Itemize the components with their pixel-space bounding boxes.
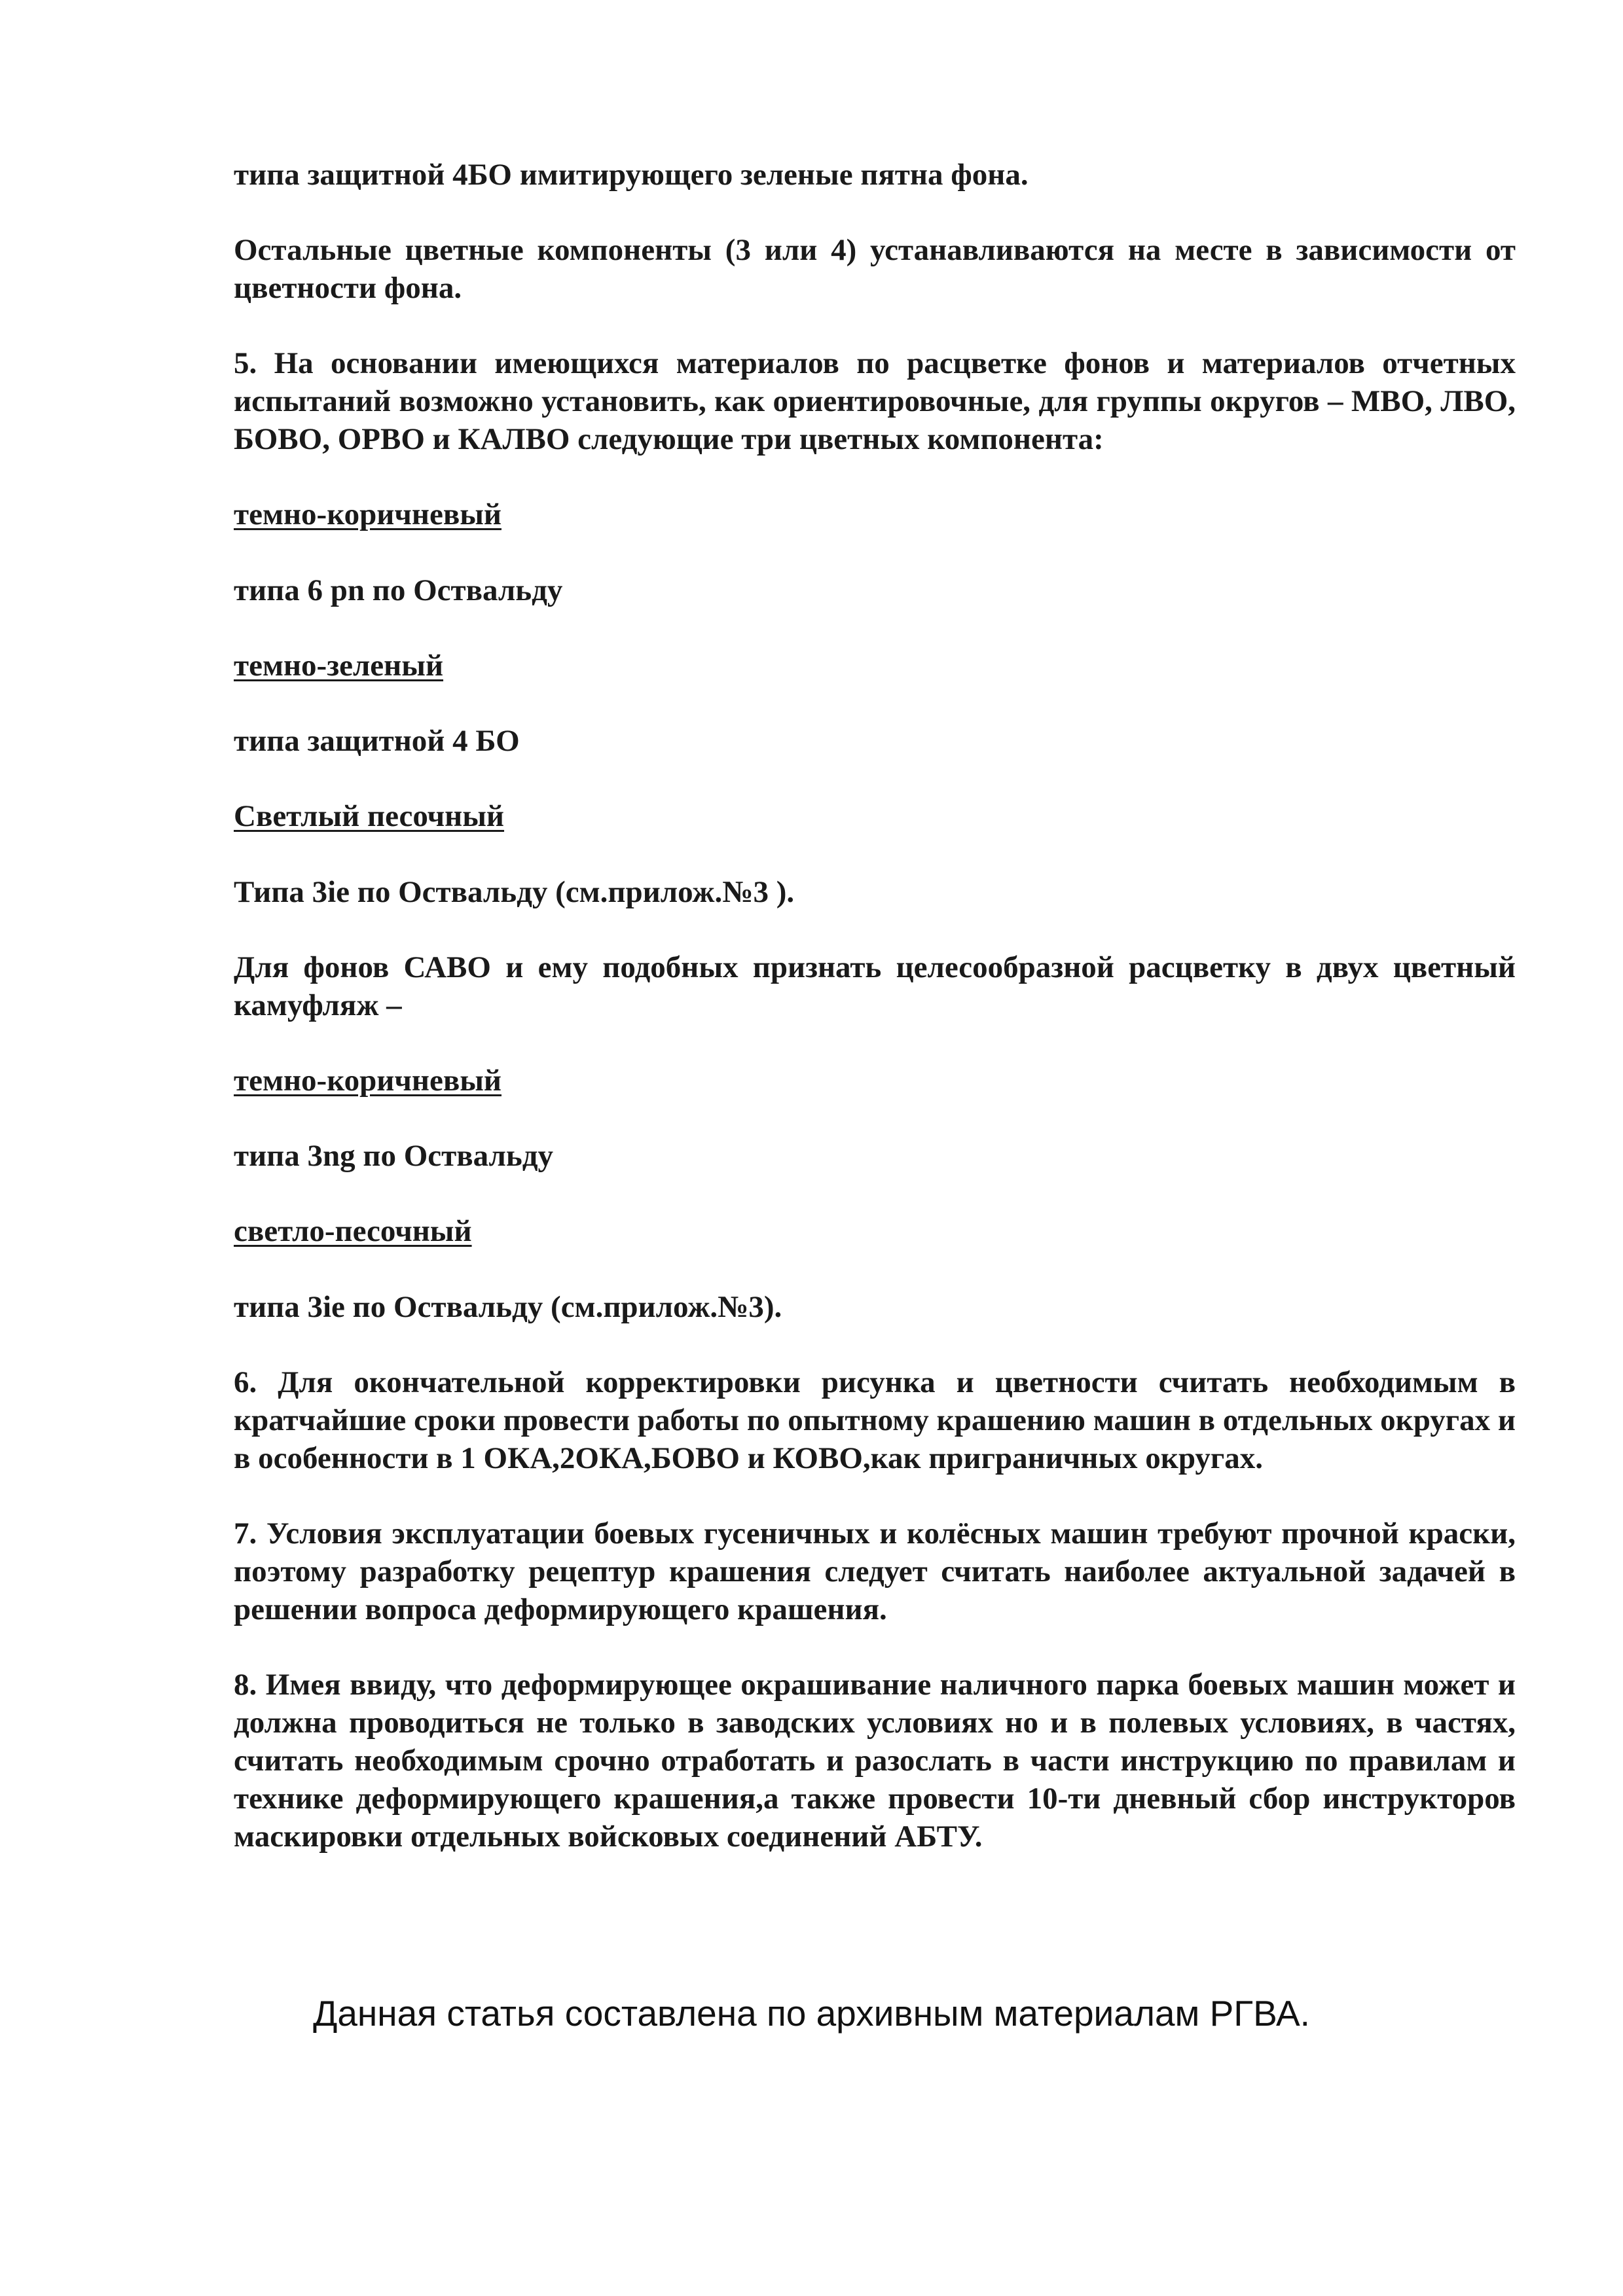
- paragraph-7: 7. Условия эксплуатации боевых гусеничных и колёсных машин требуют прочной краски, поэтому разработку рецептур крашения следует считать наиболее актуальной задачей в решении вопроса деформирующего крашения.: [234, 1516, 1516, 1626]
- color-heading-dark-brown: темно-коричневый: [234, 497, 501, 531]
- color-desc-3ng: типа 3ng по Оствальду: [234, 1139, 554, 1173]
- color-desc-4bo: типа защитной 4 БО: [234, 724, 520, 758]
- color-heading-light-sand: Светлый песочный: [234, 799, 505, 833]
- color-desc-6pn: типа 6 pn по Оствальду: [234, 573, 563, 607]
- paragraph-6: 6. Для окончательной корректировки рисунка и цветности считать необходимым в кратчайшие сроки провести работы по опытному крашению машин в отдельных округах и в особенности в 1 ОКА,2ОКА,БОВО и КОВО,как приграничных округах.: [234, 1365, 1516, 1475]
- source-note: Данная статья составлена по архивным материалам РГВА.: [313, 1993, 1310, 2034]
- color-heading-light-sand-2: светло-песочный: [234, 1214, 472, 1248]
- color-desc-3ie-2: типа 3ie по Оствальду (см.прилож.№3).: [234, 1290, 782, 1324]
- paragraph-5: 5. На основании имеющихся материалов по расцветке фонов и материалов отчетных испытаний возможно установить, как ориентировочные, для группы округов – МВО, ЛВО, БОВО, ОРВО и КАЛВО следующие три цветных компонента:: [234, 346, 1516, 456]
- color-desc-3ie: Типа 3ie по Оствальду (см.прилож.№3 ).: [234, 875, 795, 909]
- color-heading-dark-brown-2: темно-коричневый: [234, 1064, 501, 1098]
- paragraph-intro-line: типа защитной 4БО имитирующего зеленые пятна фона.: [234, 158, 1029, 192]
- paragraph-8: 8. Имея ввиду, что деформирующее окрашивание наличного парка боевых машин может и должна проводиться не только в заводских условиях но и в полевых условиях, в частях, считать необходимым срочно отработать и разослать в части инструкцию по правилам и технике деформирующего крашения,а также провести 10-ти дневный сбор инструкторов маскировки отдельных войсковых соединений АБТУ.: [234, 1668, 1516, 1854]
- color-heading-dark-green: темно-зеленый: [234, 649, 444, 683]
- paragraph-savo: Для фонов САВО и ему подобных признать целесообразной расцветку в двух цветный камуфляж –: [234, 950, 1516, 1022]
- paragraph-other-components: Остальные цветные компоненты (3 или 4) устанавливаются на месте в зависимости от цветности фона.: [234, 233, 1516, 305]
